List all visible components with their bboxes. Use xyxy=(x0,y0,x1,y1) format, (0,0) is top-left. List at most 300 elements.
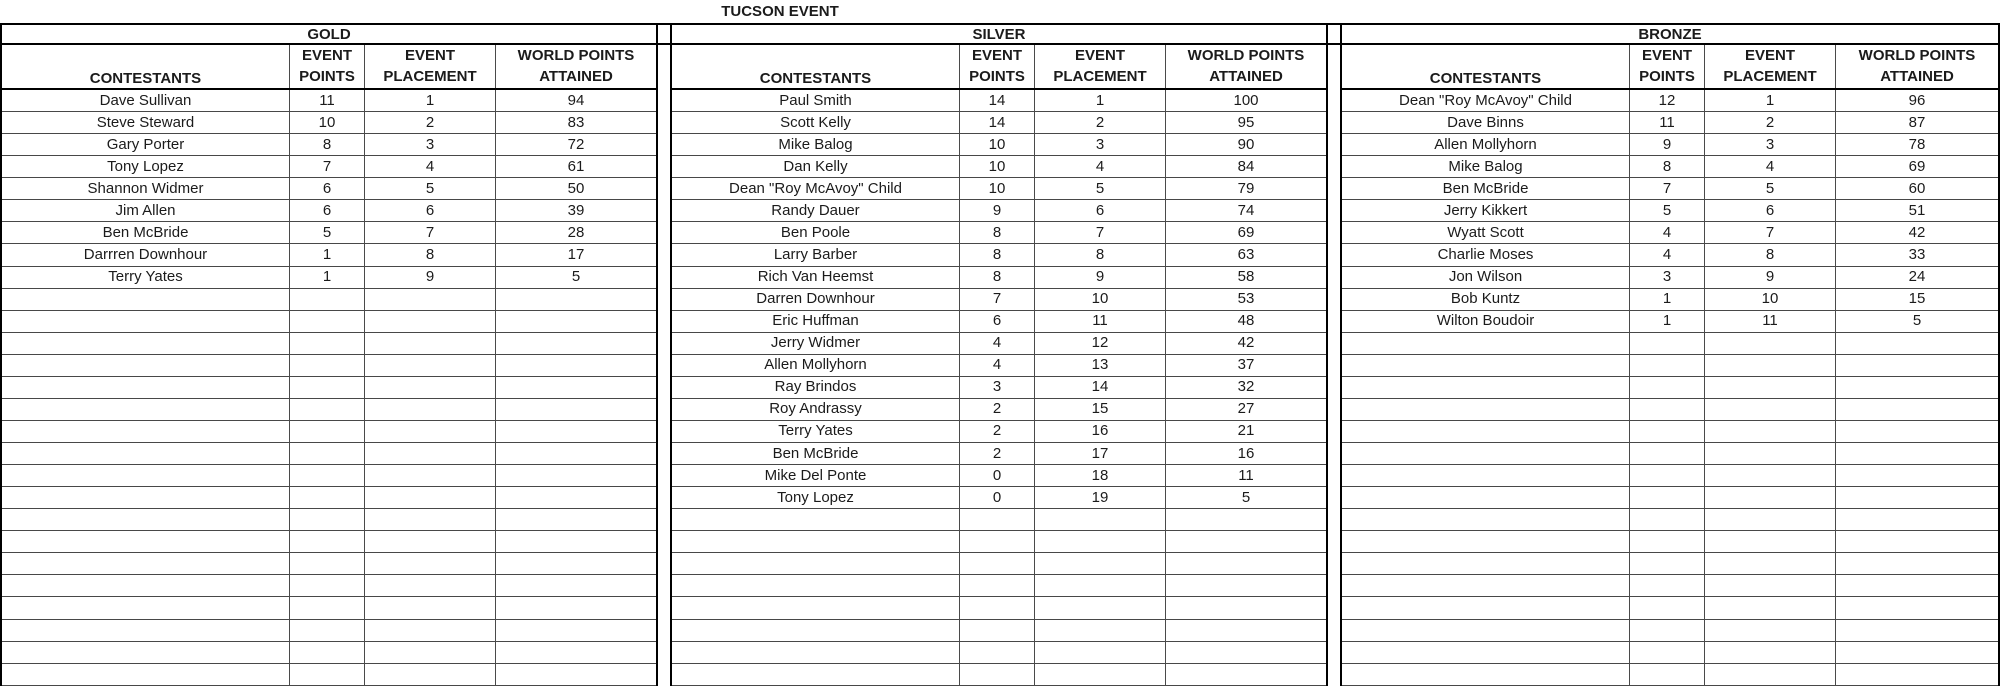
table-row xyxy=(2,311,656,333)
contestant-name-cell: Jerry Widmer xyxy=(672,333,960,354)
event-placement-cell xyxy=(365,443,496,464)
table-row xyxy=(672,355,1326,377)
event-placement-cell xyxy=(1705,465,1836,486)
event-points-cell: 4 xyxy=(1630,222,1705,243)
world-points-cell xyxy=(1836,575,1998,596)
table-row xyxy=(1342,156,1998,178)
table-row xyxy=(1342,311,1998,333)
contestant-name-cell xyxy=(1342,399,1630,420)
event-placement-cell: 17 xyxy=(1035,443,1166,464)
event-placement-cell: 2 xyxy=(1705,112,1836,133)
table-row xyxy=(2,664,656,686)
event-points-cell: 6 xyxy=(960,311,1035,332)
event-placement-cell: 1 xyxy=(1035,90,1166,111)
world-points-cell: 37 xyxy=(1237,356,1255,374)
table-row xyxy=(2,509,656,531)
section-header-bronze xyxy=(1340,25,2000,43)
contestant-name-cell xyxy=(2,531,290,552)
world-points-cell xyxy=(496,531,656,552)
event-points-cell: 4 xyxy=(960,333,1035,354)
event-placement-cell: 3 xyxy=(1035,134,1166,155)
contestant-name-cell: Ben Poole xyxy=(672,222,960,243)
table-row xyxy=(1342,575,1998,597)
event-placement-cell: 7 xyxy=(1035,222,1166,243)
world-points-cell: 95 xyxy=(1237,113,1255,131)
event-points-cell: 10 xyxy=(960,156,1035,177)
event-points-cell xyxy=(290,333,365,354)
event-points-cell: 11 xyxy=(1630,112,1705,133)
event-points-cell: 2 xyxy=(960,443,1035,464)
column-header-label: WORLD POINTS xyxy=(1858,47,1976,64)
silver-table xyxy=(670,45,1328,686)
world-points-cell xyxy=(1836,443,1998,464)
event-placement-cell: 10 xyxy=(1035,289,1166,310)
column-header-event-points xyxy=(1630,45,1705,88)
event-placement-cell: 9 xyxy=(365,267,496,288)
event-points-cell xyxy=(1630,487,1705,508)
contestant-name-cell xyxy=(672,531,960,552)
column-header-contestants xyxy=(1342,45,1630,88)
column-header-label: POINTS xyxy=(969,68,1025,85)
event-placement-cell xyxy=(1705,509,1836,530)
event-placement-cell xyxy=(365,664,496,685)
event-points-cell: 11 xyxy=(290,90,365,111)
column-header-contestants xyxy=(672,45,960,88)
table-row xyxy=(1342,509,1998,531)
contestant-name-cell xyxy=(2,597,290,618)
table-row xyxy=(672,289,1326,311)
event-placement-cell xyxy=(365,509,496,530)
contestant-name-cell: Mike Del Ponte xyxy=(672,465,960,486)
table-row xyxy=(1342,487,1998,509)
event-points-cell xyxy=(290,531,365,552)
contestant-name-cell xyxy=(2,355,290,376)
column-header-label: POINTS xyxy=(1639,68,1695,85)
table-row xyxy=(672,399,1326,421)
table-row xyxy=(2,597,656,619)
table-row xyxy=(2,90,656,112)
table-row xyxy=(672,575,1326,597)
world-points-cell xyxy=(1836,531,1998,552)
contestant-name-cell xyxy=(1342,487,1630,508)
world-points-cell xyxy=(496,664,656,685)
event-points-cell: 9 xyxy=(960,200,1035,221)
event-points-cell xyxy=(290,597,365,618)
event-placement-cell xyxy=(1705,597,1836,618)
contestant-name-cell: Eric Huffman xyxy=(672,311,960,332)
contestant-name-cell xyxy=(2,399,290,420)
column-header-label: PLACEMENT xyxy=(1053,68,1147,85)
contestant-name-cell: Ben McBride xyxy=(1342,178,1630,199)
contestant-name-cell: Dave Binns xyxy=(1342,112,1630,133)
table-row xyxy=(2,222,656,244)
event-placement-cell: 6 xyxy=(1035,200,1166,221)
event-placement-cell: 4 xyxy=(365,156,496,177)
contestant-name-cell xyxy=(1342,575,1630,596)
contestant-name-cell: Dan Kelly xyxy=(672,156,960,177)
event-points-cell xyxy=(1630,664,1705,685)
contestant-name-cell xyxy=(1342,553,1630,574)
event-placement-cell: 13 xyxy=(1035,355,1166,376)
world-points-cell xyxy=(1166,575,1326,596)
section-divider xyxy=(658,45,670,686)
contestant-name-cell xyxy=(2,311,290,332)
table-row xyxy=(672,531,1326,553)
event-points-cell xyxy=(960,575,1035,596)
contestant-name-cell: Rich Van Heemst xyxy=(672,267,960,288)
world-points-cell xyxy=(496,333,656,354)
world-points-cell: 79 xyxy=(1237,179,1255,197)
contestant-name-cell: Bob Kuntz xyxy=(1342,289,1630,310)
event-placement-cell: 18 xyxy=(1035,465,1166,486)
event-points-cell xyxy=(290,642,365,663)
contestant-name-cell xyxy=(1342,642,1630,663)
table-row xyxy=(2,156,656,178)
world-points-cell xyxy=(496,421,656,442)
world-points-cell: 63 xyxy=(1237,245,1255,263)
contestant-name-cell xyxy=(672,553,960,574)
world-points-cell: 69 xyxy=(1237,223,1255,241)
contestant-name-cell xyxy=(672,642,960,663)
world-points-cell xyxy=(1836,399,1998,420)
table-row xyxy=(672,200,1326,222)
contestant-name-cell xyxy=(1342,531,1630,552)
column-header-label: ATTAINED xyxy=(1209,68,1283,85)
event-placement-cell xyxy=(1035,509,1166,530)
table-row xyxy=(2,244,656,266)
world-points-cell: 96 xyxy=(1908,91,1926,109)
table-row xyxy=(672,156,1326,178)
event-points-cell xyxy=(290,377,365,398)
column-header-label: EVENT xyxy=(971,47,1022,64)
world-points-cell: 48 xyxy=(1237,312,1255,330)
column-header-label: EVENT xyxy=(301,47,352,64)
event-points-cell xyxy=(1630,355,1705,376)
event-points-cell xyxy=(290,487,365,508)
world-points-cell: 42 xyxy=(1237,334,1255,352)
table-row xyxy=(2,355,656,377)
world-points-cell: 61 xyxy=(567,157,585,175)
contestant-name-cell xyxy=(1342,443,1630,464)
event-points-cell xyxy=(290,509,365,530)
event-points-cell xyxy=(1630,531,1705,552)
table-row xyxy=(1342,421,1998,443)
event-points-cell xyxy=(1630,333,1705,354)
event-placement-cell: 6 xyxy=(1705,200,1836,221)
event-placement-cell xyxy=(1705,487,1836,508)
world-points-cell: 39 xyxy=(567,201,585,219)
page-title: TUCSON EVENT xyxy=(721,3,839,20)
event-placement-cell xyxy=(365,377,496,398)
event-points-cell xyxy=(1630,509,1705,530)
contestant-name-cell: Shannon Widmer xyxy=(2,178,290,199)
bronze-column-headers xyxy=(1342,45,1998,90)
event-points-cell: 8 xyxy=(290,134,365,155)
contestant-name-cell xyxy=(2,664,290,685)
event-points-cell xyxy=(290,289,365,310)
world-points-cell: 50 xyxy=(567,179,585,197)
world-points-cell: 58 xyxy=(1237,268,1255,286)
table-row xyxy=(1342,377,1998,399)
world-points-cell: 17 xyxy=(567,245,585,263)
silver-column-headers xyxy=(672,45,1326,90)
event-points-cell: 10 xyxy=(960,178,1035,199)
event-placement-cell xyxy=(1705,664,1836,685)
table-row xyxy=(672,90,1326,112)
contestant-name-cell xyxy=(1342,377,1630,398)
event-placement-cell: 9 xyxy=(1705,267,1836,288)
world-points-cell xyxy=(496,487,656,508)
world-points-cell xyxy=(496,575,656,596)
world-points-cell xyxy=(496,355,656,376)
table-row xyxy=(1342,664,1998,686)
column-header-event-points xyxy=(290,45,365,88)
contestant-name-cell: Mike Balog xyxy=(1342,156,1630,177)
world-points-cell: 90 xyxy=(1237,135,1255,153)
event-points-cell: 7 xyxy=(1630,178,1705,199)
contestant-name-cell xyxy=(2,620,290,641)
section-divider xyxy=(1328,25,1340,43)
column-header-label: PLACEMENT xyxy=(383,68,477,85)
event-placement-cell xyxy=(365,333,496,354)
table-row xyxy=(2,200,656,222)
event-placement-cell xyxy=(1705,333,1836,354)
table-row xyxy=(1342,90,1998,112)
column-header-label: EVENT xyxy=(404,47,455,64)
table-row xyxy=(2,487,656,509)
event-placement-cell xyxy=(365,311,496,332)
event-placement-cell xyxy=(1705,531,1836,552)
world-points-cell: 69 xyxy=(1908,157,1926,175)
table-row xyxy=(1342,289,1998,311)
event-placement-cell: 2 xyxy=(1035,112,1166,133)
event-points-cell: 1 xyxy=(290,244,365,265)
event-points-cell xyxy=(1630,553,1705,574)
contestant-name-cell xyxy=(2,289,290,310)
section-divider xyxy=(658,25,670,43)
table-row xyxy=(1342,531,1998,553)
table-row xyxy=(672,267,1326,289)
column-header-label: CONTESTANTS xyxy=(1429,70,1542,87)
contestant-name-cell: Tony Lopez xyxy=(672,487,960,508)
contestant-name-cell xyxy=(672,575,960,596)
table-row xyxy=(1342,443,1998,465)
table-row xyxy=(2,333,656,355)
table-row xyxy=(2,399,656,421)
world-points-cell xyxy=(1166,531,1326,552)
table-row xyxy=(2,620,656,642)
contestant-name-cell xyxy=(1342,333,1630,354)
event-points-cell xyxy=(1630,465,1705,486)
event-points-cell xyxy=(290,620,365,641)
event-points-cell xyxy=(290,465,365,486)
event-placement-cell xyxy=(1035,553,1166,574)
contestant-name-cell: Jim Allen xyxy=(2,200,290,221)
world-points-cell xyxy=(496,289,656,310)
table-row xyxy=(2,553,656,575)
table-row xyxy=(672,421,1326,443)
event-placement-cell xyxy=(1035,597,1166,618)
contestant-name-cell: Darren Downhour xyxy=(672,289,960,310)
event-placement-cell: 16 xyxy=(1035,421,1166,442)
contestant-name-cell xyxy=(1342,597,1630,618)
event-placement-cell: 10 xyxy=(1705,289,1836,310)
contestant-name-cell: Jon Wilson xyxy=(1342,267,1630,288)
table-row xyxy=(672,178,1326,200)
event-placement-cell: 12 xyxy=(1035,333,1166,354)
table-row xyxy=(672,377,1326,399)
world-points-cell xyxy=(1166,664,1326,685)
event-placement-cell xyxy=(1035,531,1166,552)
world-points-cell: 94 xyxy=(567,91,585,109)
table-row xyxy=(1342,244,1998,266)
event-placement-cell: 5 xyxy=(365,178,496,199)
event-points-cell xyxy=(290,443,365,464)
column-header-label: PLACEMENT xyxy=(1723,68,1817,85)
section-title: GOLD xyxy=(307,25,351,43)
contestant-name-cell: Gary Porter xyxy=(2,134,290,155)
event-placement-cell: 8 xyxy=(1035,244,1166,265)
world-points-cell xyxy=(496,642,656,663)
world-points-cell: 60 xyxy=(1908,179,1926,197)
contestant-name-cell: Ben McBride xyxy=(672,443,960,464)
contestant-name-cell: Ben McBride xyxy=(2,222,290,243)
world-points-cell xyxy=(1166,509,1326,530)
gold-table xyxy=(0,45,658,686)
event-placement-cell: 4 xyxy=(1705,156,1836,177)
table-row xyxy=(1342,553,1998,575)
world-points-cell: 16 xyxy=(1237,444,1255,462)
table-row xyxy=(1342,597,1998,619)
contestant-name-cell xyxy=(2,443,290,464)
event-points-cell: 7 xyxy=(960,289,1035,310)
event-points-cell: 9 xyxy=(1630,134,1705,155)
event-points-cell xyxy=(960,620,1035,641)
world-points-cell xyxy=(1166,597,1326,618)
table-row xyxy=(1342,112,1998,134)
event-points-cell: 3 xyxy=(960,377,1035,398)
table-row xyxy=(672,620,1326,642)
event-placement-cell: 7 xyxy=(1705,222,1836,243)
table-row xyxy=(1342,333,1998,355)
section-header-band xyxy=(0,23,2000,45)
event-placement-cell xyxy=(365,553,496,574)
table-row xyxy=(2,575,656,597)
contestant-name-cell xyxy=(2,333,290,354)
column-header-event-placement xyxy=(1035,45,1166,88)
world-points-cell: 72 xyxy=(567,135,585,153)
event-points-cell: 2 xyxy=(960,399,1035,420)
event-points-cell xyxy=(290,355,365,376)
event-placement-cell: 9 xyxy=(1035,267,1166,288)
title-row xyxy=(0,0,2000,23)
event-points-cell: 1 xyxy=(1630,289,1705,310)
contestant-name-cell xyxy=(1342,421,1630,442)
world-points-cell: 11 xyxy=(1238,466,1254,484)
event-points-cell xyxy=(1630,377,1705,398)
world-points-cell xyxy=(496,597,656,618)
event-placement-cell xyxy=(1705,642,1836,663)
world-points-cell xyxy=(1836,642,1998,663)
world-points-cell: 32 xyxy=(1237,378,1255,396)
contestant-name-cell: Paul Smith xyxy=(672,90,960,111)
contestant-name-cell xyxy=(1342,509,1630,530)
column-header-event-points xyxy=(960,45,1035,88)
table-row xyxy=(2,642,656,664)
event-placement-cell xyxy=(365,642,496,663)
table-row xyxy=(672,443,1326,465)
silver-table-body xyxy=(672,90,1326,686)
world-points-cell xyxy=(1836,487,1998,508)
world-points-cell xyxy=(1166,642,1326,663)
world-points-cell xyxy=(1836,620,1998,641)
event-points-cell: 10 xyxy=(960,134,1035,155)
table-row xyxy=(672,597,1326,619)
column-header-world-points xyxy=(1166,45,1326,88)
table-row xyxy=(672,664,1326,686)
event-placement-cell xyxy=(1705,553,1836,574)
contestant-name-cell: Wyatt Scott xyxy=(1342,222,1630,243)
event-placement-cell xyxy=(365,399,496,420)
table-row xyxy=(1342,620,1998,642)
event-placement-cell xyxy=(365,597,496,618)
event-placement-cell: 1 xyxy=(1705,90,1836,111)
section-header-gold xyxy=(0,25,658,43)
event-points-cell: 6 xyxy=(290,178,365,199)
table-row xyxy=(1342,222,1998,244)
table-row xyxy=(672,465,1326,487)
event-placement-cell xyxy=(1705,443,1836,464)
world-points-cell: 84 xyxy=(1237,157,1255,175)
section-header-silver xyxy=(670,25,1328,43)
event-points-cell xyxy=(290,664,365,685)
contestant-name-cell xyxy=(1342,620,1630,641)
world-points-cell xyxy=(496,311,656,332)
world-points-cell xyxy=(496,620,656,641)
event-points-cell: 5 xyxy=(1630,200,1705,221)
world-points-cell xyxy=(1836,664,1998,685)
event-placement-cell xyxy=(365,575,496,596)
event-points-cell: 0 xyxy=(960,487,1035,508)
event-placement-cell xyxy=(365,355,496,376)
column-header-label: ATTAINED xyxy=(1880,68,1954,85)
event-placement-cell xyxy=(365,531,496,552)
event-points-cell xyxy=(1630,597,1705,618)
event-points-cell xyxy=(1630,575,1705,596)
table-row xyxy=(672,333,1326,355)
event-points-cell: 4 xyxy=(960,355,1035,376)
world-points-cell xyxy=(496,377,656,398)
event-points-cell xyxy=(290,311,365,332)
world-points-cell: 74 xyxy=(1237,201,1255,219)
table-row xyxy=(672,244,1326,266)
contestant-name-cell xyxy=(2,553,290,574)
world-points-cell: 24 xyxy=(1908,268,1926,286)
table-row xyxy=(1342,134,1998,156)
contestant-name-cell xyxy=(2,377,290,398)
contestant-name-cell: Allen Mollyhorn xyxy=(1342,134,1630,155)
event-placement-cell xyxy=(1705,575,1836,596)
event-placement-cell: 4 xyxy=(1035,156,1166,177)
event-points-cell xyxy=(1630,620,1705,641)
contestant-name-cell: Ray Brindos xyxy=(672,377,960,398)
world-points-cell xyxy=(496,443,656,464)
column-header-label: EVENT xyxy=(1074,47,1125,64)
world-points-cell xyxy=(496,399,656,420)
table-row xyxy=(1342,178,1998,200)
world-points-cell xyxy=(1166,620,1326,641)
event-points-cell xyxy=(1630,399,1705,420)
